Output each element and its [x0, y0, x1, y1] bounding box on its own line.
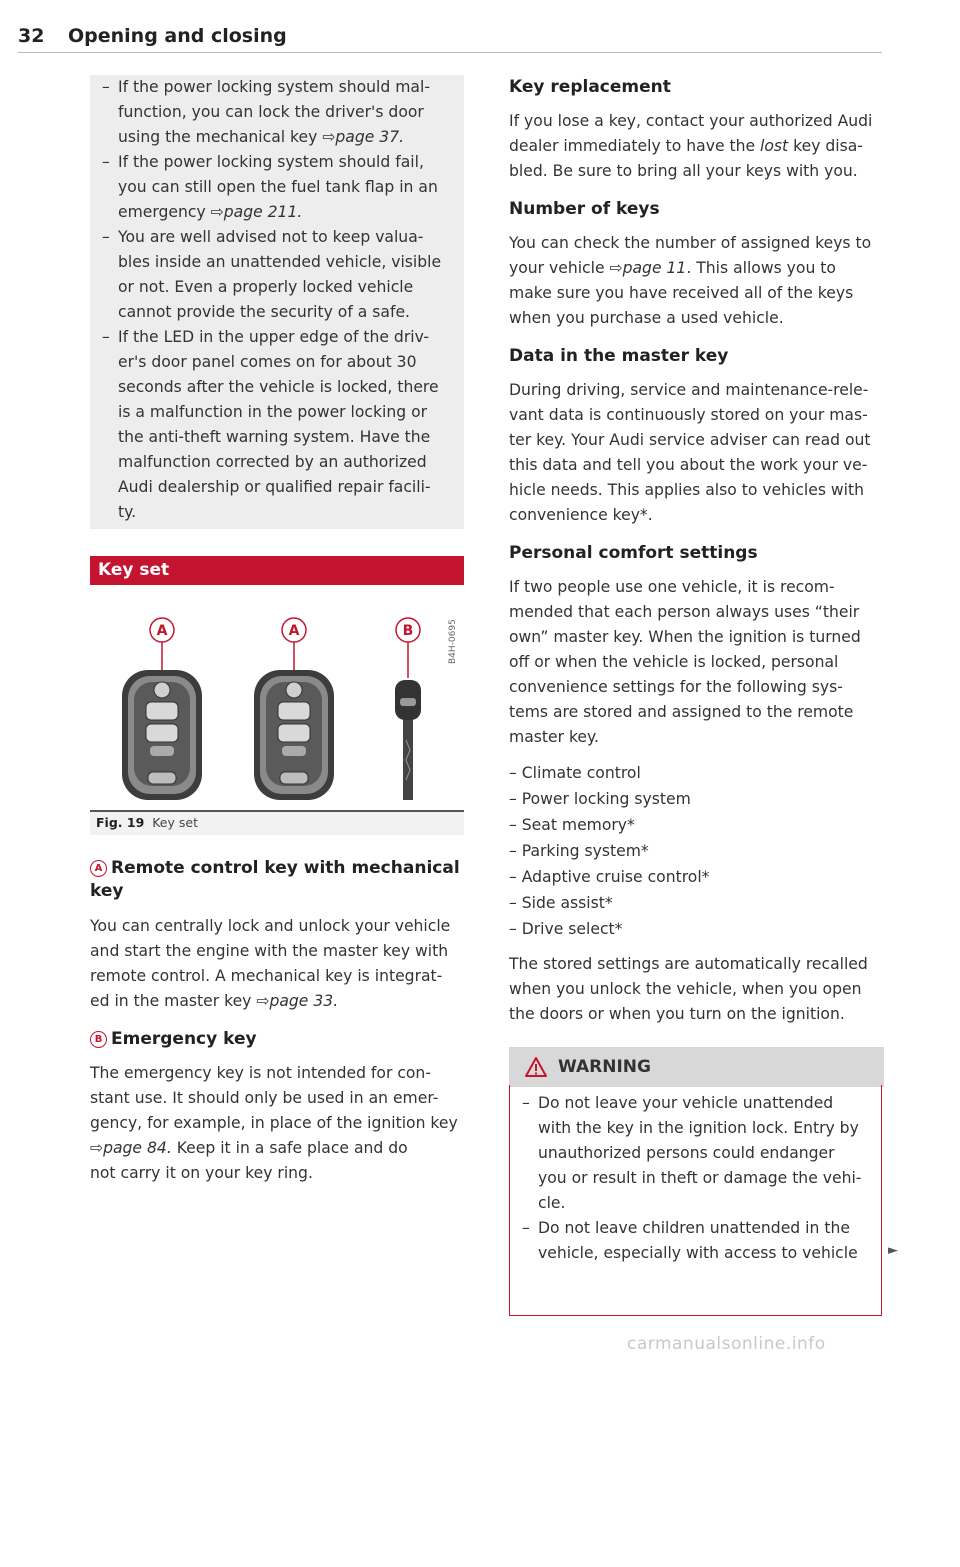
warning-box	[509, 1047, 882, 1567]
emergency-key-text: The emergency key is not intended for con- stant use. It should only be used in an emer- gency, for example, in place of the ignition key ⇨page 84. Keep it in a safe place and do not carry it on your key ring.	[90, 1064, 458, 1182]
warning-list	[522, 1091, 874, 1266]
warning-triangle-icon	[524, 1056, 548, 1078]
data-master-key-heading: Data in the master key	[509, 346, 729, 366]
list-item: – Adaptive cruise control*	[509, 868, 710, 886]
section-title: Key set	[98, 560, 170, 580]
remote-key-section	[90, 857, 470, 1014]
arrow-icon: ⇨	[210, 203, 224, 221]
page-number: 32	[18, 25, 45, 47]
comfort-closing-text: The stored settings are automatically recalled when you unlock the vehicle, when you open the doors or when you turn on the ignition.	[509, 955, 868, 1023]
key-replacement-heading: Key replacement	[509, 77, 671, 97]
marker-a-icon: A	[90, 860, 107, 877]
arrow-icon: ⇨	[609, 259, 623, 277]
page-reference[interactable]: page 37.	[335, 128, 405, 146]
arrow-icon: ⇨	[90, 1139, 104, 1157]
comfort-settings-text: If two people use one vehicle, it is recom- mended that each person always uses “their own” master key. When the ignition is turned off or when the vehicle is locked, personal convenience settings for the following sys- tems are stored and assigned to the remote master key.	[509, 578, 861, 746]
remote-key-icon	[254, 670, 334, 800]
key-set-figure	[90, 600, 464, 835]
page-header	[18, 22, 882, 53]
arrow-icon: ⇨	[322, 128, 336, 146]
number-of-keys-heading: Number of keys	[509, 199, 660, 219]
continue-arrow-icon: ►	[888, 1243, 898, 1258]
list-item: – If the power locking system should fail, you can still open the fuel tank flap in an emergency ⇨page 211.	[102, 153, 438, 221]
list-item: – Parking system*	[509, 842, 649, 860]
page-reference[interactable]: page 11	[622, 259, 687, 277]
number-of-keys-text: You can check the number of assigned keys to your vehicle ⇨page 11. This allows you to make sure you have received all of the keys when you purchase a used vehicle.	[509, 234, 872, 327]
list-item: – Do not leave children unattended in the vehicle, especially with access to vehicle	[522, 1219, 858, 1262]
key-set-illustration	[90, 600, 464, 810]
list-item: – Power locking system	[509, 790, 691, 808]
section-heading: A Remote control key with mechanical key	[90, 858, 460, 901]
svg-text:A: A	[288, 623, 300, 639]
remote-key-icon	[122, 670, 202, 800]
warning-title: WARNING	[558, 1057, 651, 1077]
svg-text:B4H-0695: B4H-0695	[448, 619, 458, 664]
page-reference[interactable]: page 211.	[223, 203, 303, 221]
arrow-icon: ⇨	[256, 992, 270, 1010]
list-item: – If the power locking system should mal- function, you can lock the driver's door using the mechanical key ⇨page 37.	[102, 78, 430, 146]
svg-text:A: A	[156, 623, 168, 639]
remote-key-text: You can centrally lock and unlock your vehicle and start the engine with the master key with remote control. A mechanical key is integrat- ed in the master key ⇨page 33.	[90, 917, 451, 1010]
list-item: – Climate control	[509, 764, 641, 782]
svg-text:B: B	[402, 623, 414, 639]
warning-body	[509, 1085, 882, 1316]
key-replacement-text: If you lose a key, contact your authorized Audi dealer immediately to have the lost key disa- bled. Be sure to bring all your keys with you.	[509, 112, 873, 180]
figure-illustration	[90, 600, 464, 812]
section-title-bar	[90, 556, 464, 585]
figure-code	[444, 606, 458, 666]
list-item: – If the LED in the upper edge of the driv- er's door panel comes on for about 30 seconds after the vehicle is locked, there is a malfunction in the power locking or the anti-theft warning system. Have the malfunction corrected by an authorized Audi dealership or qualified repair facili- ty.	[102, 328, 439, 521]
figure-caption: Fig. 19 Key set	[96, 815, 198, 830]
notes-box	[90, 75, 464, 529]
page-reference[interactable]: page 33.	[269, 992, 339, 1010]
page-reference[interactable]: page 84.	[103, 1139, 172, 1157]
section-heading: B Emergency key	[90, 1028, 470, 1051]
notes-list	[102, 75, 452, 525]
emergency-key-icon	[395, 680, 421, 800]
comfort-systems-list	[509, 760, 889, 942]
warning-header	[509, 1047, 884, 1087]
list-item: – Seat memory*	[509, 816, 635, 834]
list-item: – You are well advised not to keep valua- bles inside an unattended vehicle, visible or not. Even a properly locked vehicle cannot provide the security of a safe.	[102, 228, 442, 321]
data-master-key-text: During driving, service and maintenance-rele- vant data is continuously stored on your mas- ter key. Your Audi service adviser can read out this data and tell you about the work your ve- hicle needs. This applies also to vehicles with convenience key*.	[509, 381, 871, 524]
marker-b-icon: B	[90, 1031, 107, 1048]
list-item: – Drive select*	[509, 920, 623, 938]
chapter-title: Opening and closing	[68, 25, 287, 47]
watermark: carmanualsonline.info	[627, 1334, 826, 1354]
right-column	[509, 76, 889, 1027]
list-item: – Side assist*	[509, 894, 613, 912]
comfort-settings-heading: Personal comfort settings	[509, 543, 758, 563]
list-item: – Do not leave your vehicle unattended with the key in the ignition lock. Entry by unauthorized persons could endanger you or result in theft or damage the vehi- cle.	[522, 1094, 862, 1212]
emergency-key-section	[90, 1028, 470, 1186]
